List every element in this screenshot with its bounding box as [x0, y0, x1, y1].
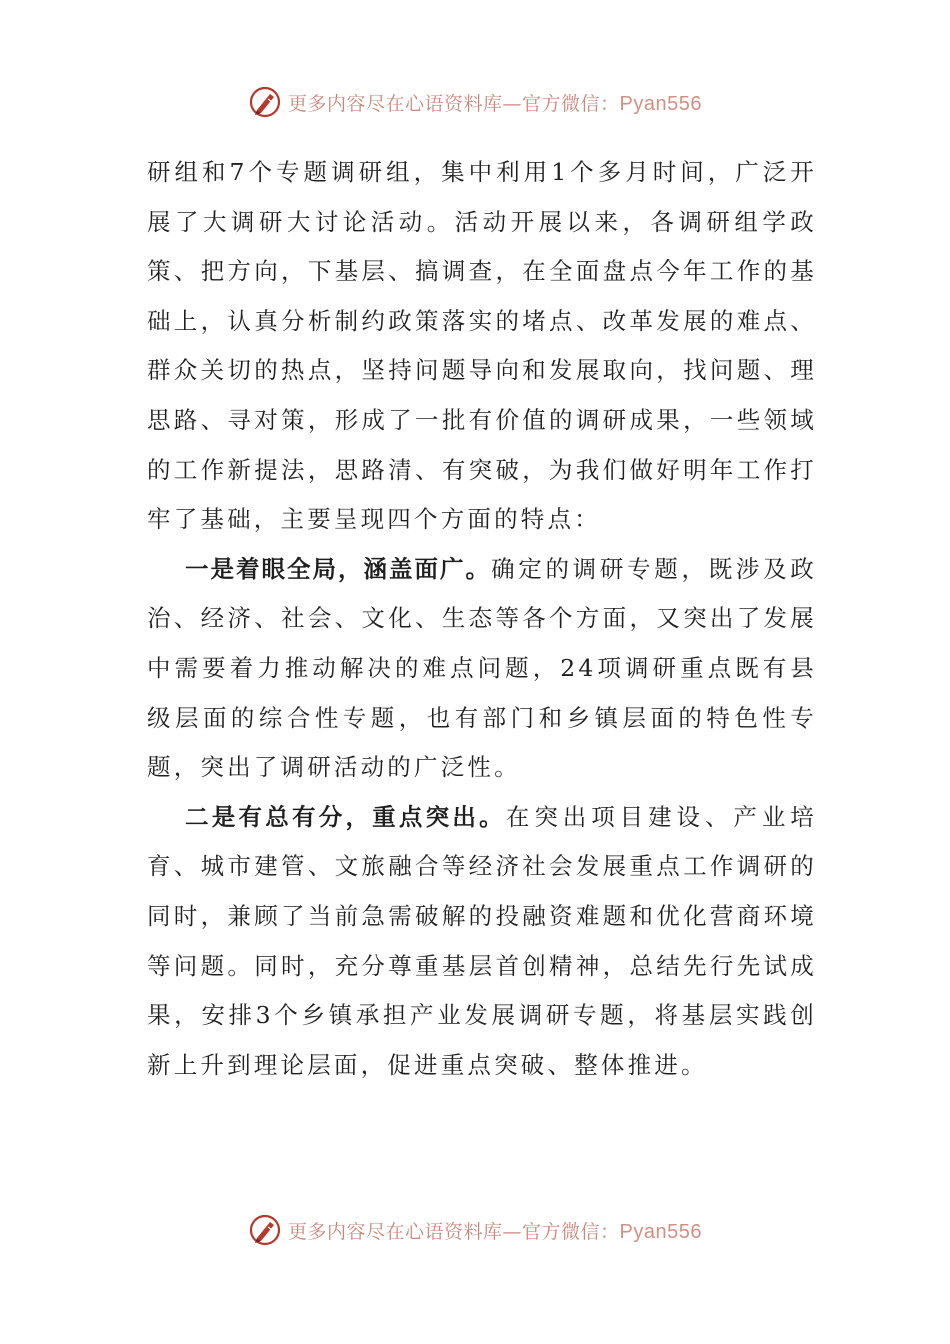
- paragraph-2: [147, 545, 817, 793]
- banner-text: 更多内容尽在心语资料库—官方微信：Pyan556: [288, 92, 702, 115]
- header-banner: [0, 82, 950, 122]
- paragraph-2-lead: 一是着眼全局，涵盖面广。: [185, 554, 492, 583]
- pen-logo-icon: [248, 1213, 282, 1247]
- document-body: [147, 148, 817, 1090]
- banner-text: 更多内容尽在心语资料库—官方微信：Pyan556: [288, 1220, 702, 1243]
- pen-logo-icon: [248, 85, 282, 119]
- paragraph-3-text: 在突出项目建设、产业培育、城市建管、文旅融合等经济社会发展重点工作调研的同时，兼顾了当前急需破解的投融资难题和优化营商环境等问题。同时，充分尊重基层首创精神，总结先行先试成果，安排3个乡镇承担产业发展调研专题，将基层实践创新上升到理论层面，促进重点突破、整体推进。: [147, 802, 817, 1079]
- paragraph-3: [147, 793, 817, 1091]
- wechat-id: Pyan556: [619, 1220, 702, 1243]
- footer-banner: [0, 1210, 950, 1250]
- paragraph-3-lead: 二是有总有分，重点突出。: [185, 802, 506, 831]
- paragraph-2-text: 确定的调研专题，既涉及政治、经济、社会、文化、生态等各个方面，又突出了发展中需要着力推动解决的难点问题，24项调研重点既有县级层面的综合性专题，也有部门和乡镇层面的特色性专题，突出了调研活动的广泛性。: [147, 554, 818, 782]
- paragraph-1-text: 研组和7个专题调研组，集中利用1个多月时间，广泛开展了大调研大讨论活动。活动开展以来，各调研组学政策、把方向，下基层、搞调查，在全面盘点今年工作的基础上，认真分析制约政策落实的堵点、改革发展的难点、群众关切的热点，坚持问题导向和发展取向，找问题、理思路、寻对策，形成了一批有价值的调研成果，一些领域的工作新提法，思路清、有突破，为我们做好明年工作打牢了基础，主要呈现四个方面的特点：: [147, 158, 817, 534]
- paragraph-1: [147, 148, 817, 545]
- wechat-id: Pyan556: [619, 92, 702, 115]
